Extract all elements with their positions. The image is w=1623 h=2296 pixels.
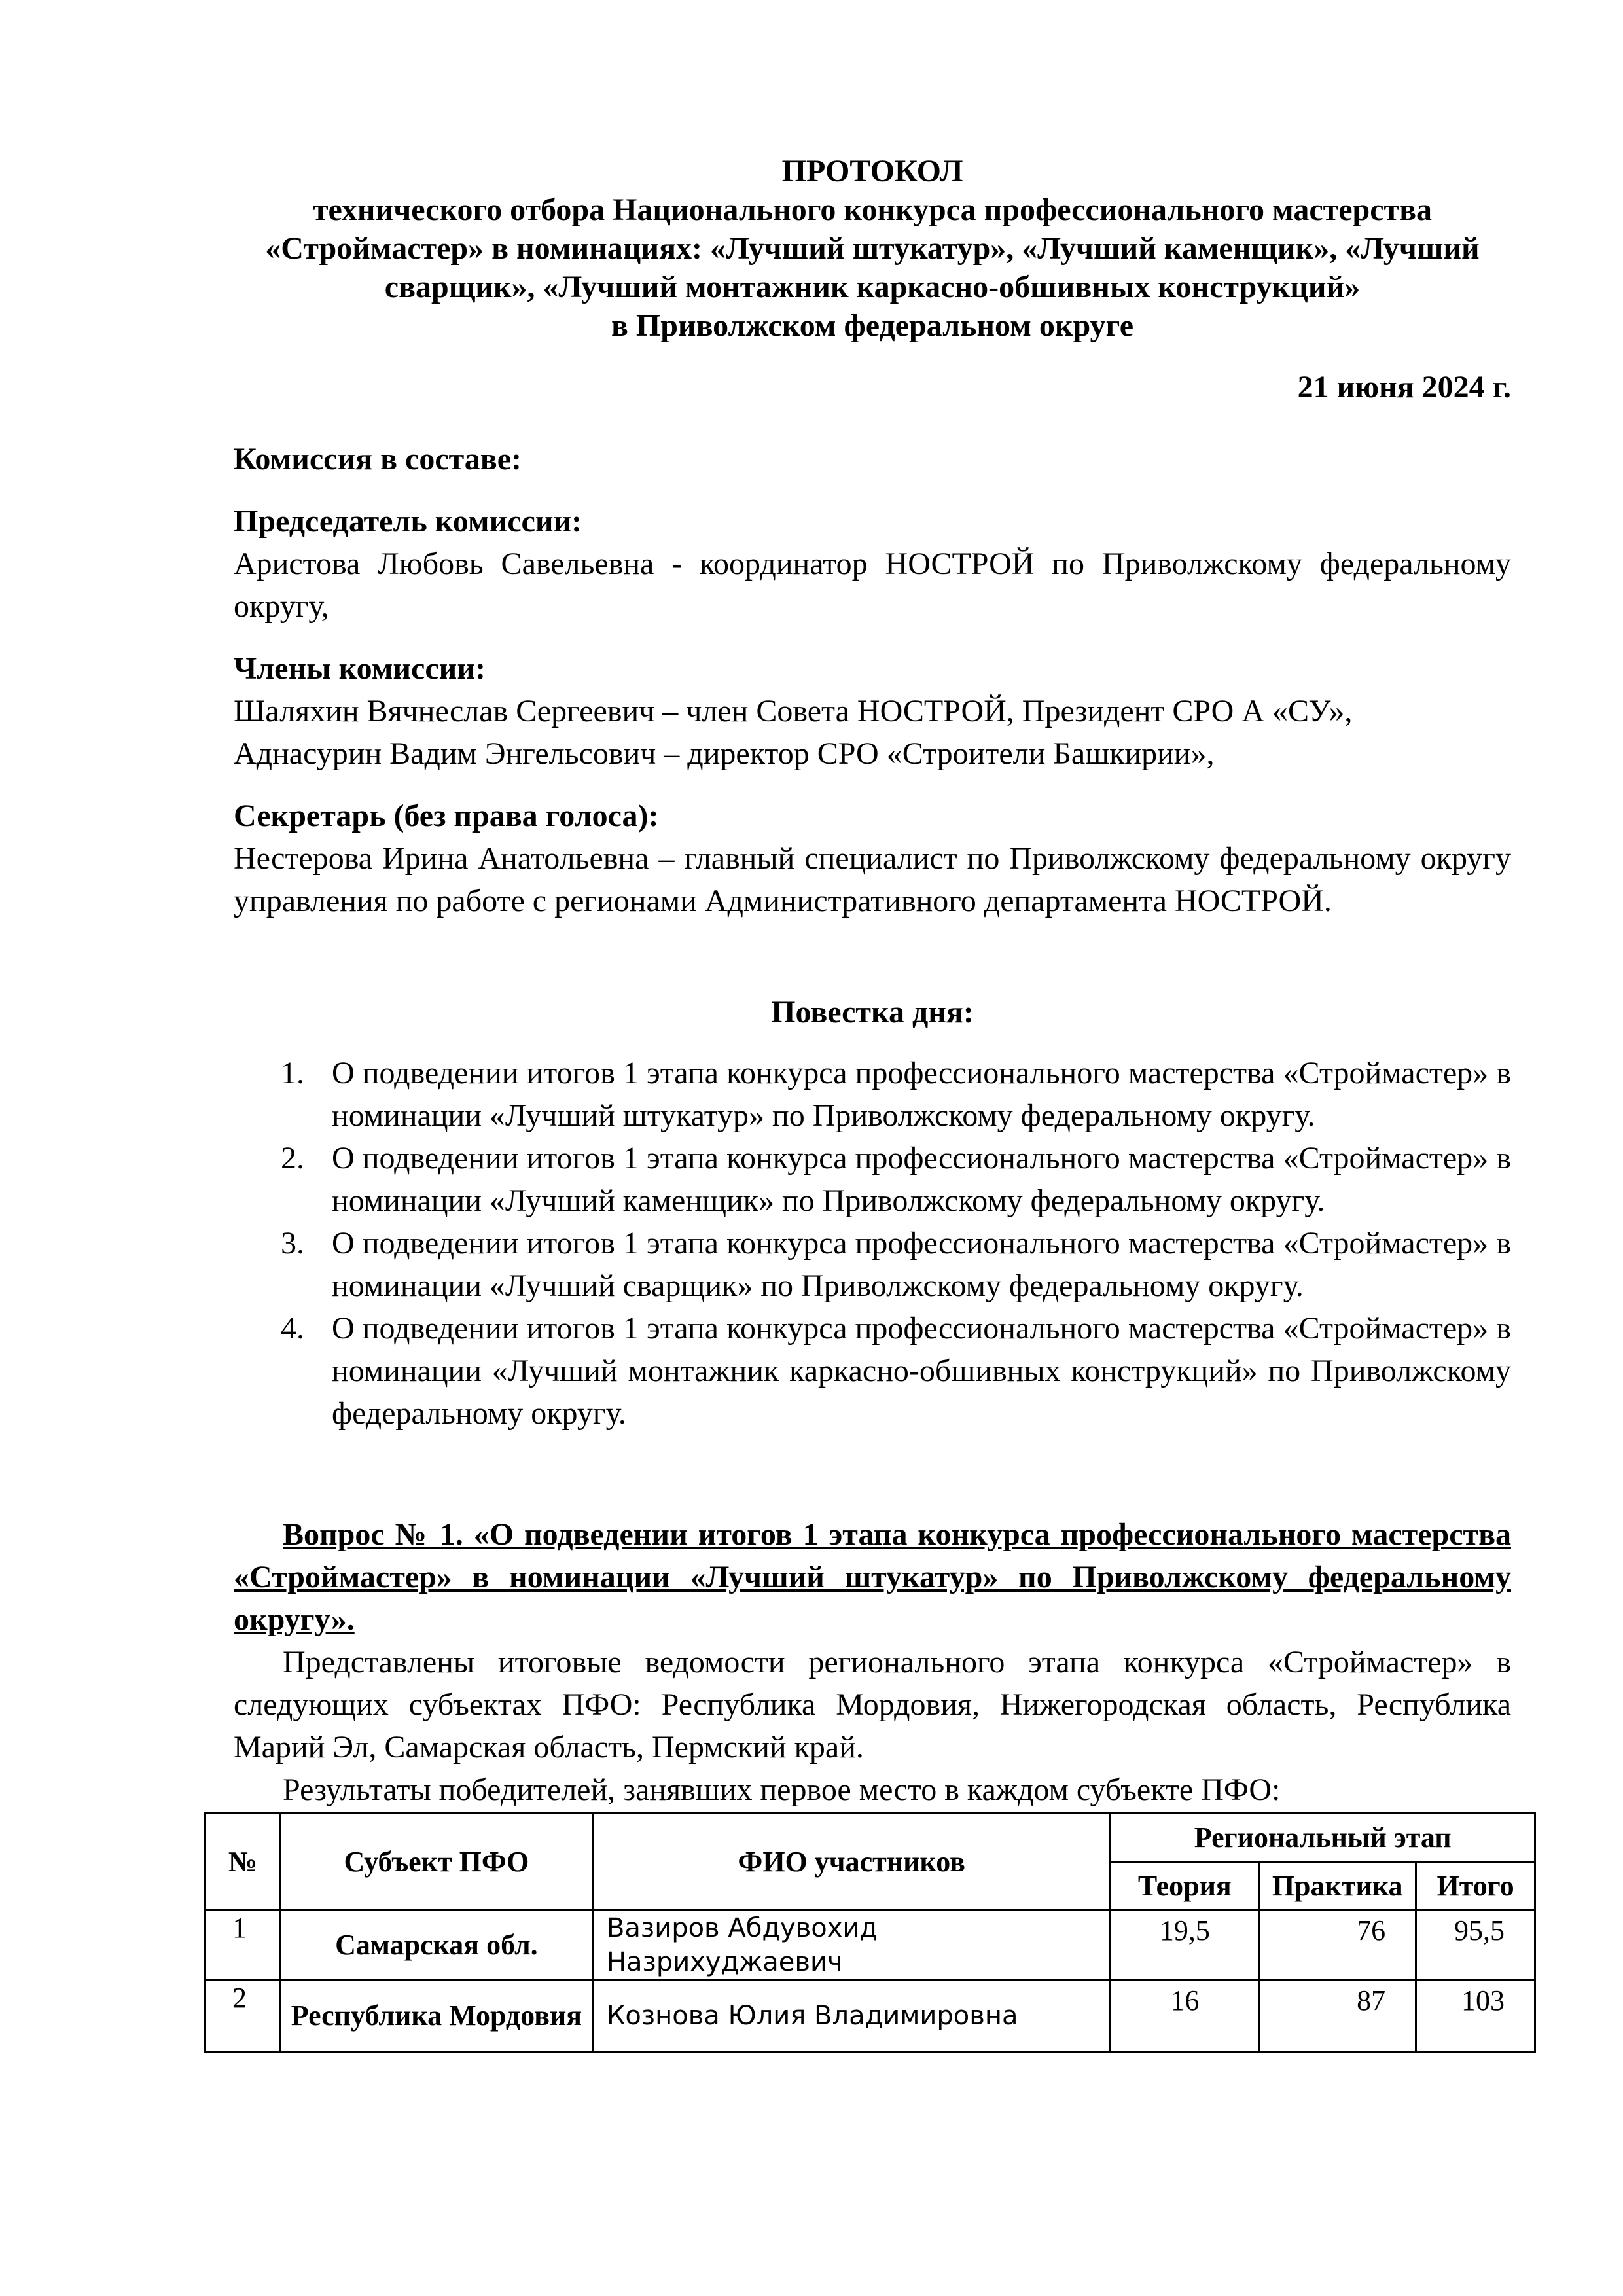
cell-subject: Самарская обл. <box>280 1910 592 1981</box>
cell-num: 1 <box>205 1910 281 1981</box>
agenda-item-text: О подведении итогов 1 этапа конкурса профессионального мастерства «Строймастер» в номинации «Лучший сварщик» по Приволжскому федеральному округу. <box>332 1226 1511 1303</box>
protocol-title <box>234 152 1511 345</box>
agenda-item-text: О подведении итогов 1 этапа конкурса профессионального мастерства «Строймастер» в номинации «Лучший каменщик» по Приволжскому федеральному округу. <box>332 1141 1511 1218</box>
header-total: Итого <box>1416 1862 1535 1910</box>
chair-text: Аристова Любовь Савельевна - координатор НОСТРОЙ по Приволжскому федеральному округу, <box>234 547 1511 624</box>
agenda-item <box>234 1052 1511 1137</box>
question-1-paragraph-1: Представлены итоговые ведомости регионального этапа конкурса «Строймастер» в следующих субъектах ПФО: Республика Мордовия, Нижегородская область, Республика Марий Эл, Самарская область, Пермский край. <box>234 1645 1511 1765</box>
agenda-item-number: 4. <box>281 1311 304 1346</box>
header-practice: Практика <box>1259 1862 1416 1910</box>
cell-num: 2 <box>205 1981 281 2052</box>
commission-heading: Комиссия в составе: <box>234 442 522 476</box>
question-1-paragraph-2: Результаты победителей, занявших первое место в каждом субъекте ПФО: <box>283 1772 1281 1807</box>
agenda-heading: Повестка дня: <box>771 995 974 1030</box>
header-theory: Теория <box>1111 1862 1259 1910</box>
header-subject: Субъект ПФО <box>280 1814 592 1910</box>
secretary-text: Нестерова Ирина Анатольевна – главный специалист по Приволжскому федеральному округу управления по работе с регионами Административного департамента НОСТРОЙ. <box>234 841 1511 918</box>
member-1: Шаляхин Вячнеслав Сергеевич – член Совета НОСТРОЙ, Президент СРО А «СУ», <box>234 694 1353 728</box>
cell-practice: 87 <box>1259 1981 1416 2052</box>
cell-subject: Республика Мордовия <box>280 1981 592 2052</box>
cell-fio: Кознова Юлия Владимировна <box>592 1981 1110 2052</box>
agenda-item <box>234 1137 1511 1222</box>
protocol-date: 21 июня 2024 г. <box>1297 370 1511 404</box>
agenda-list <box>234 1052 1511 1435</box>
table-header-row <box>205 1814 1535 1862</box>
cell-total: 95,5 <box>1416 1910 1535 1981</box>
chair-block <box>234 500 1511 628</box>
header-regional-stage: Региональный этап <box>1111 1814 1535 1862</box>
title-line-2: технического отбора Национального конкурса профессионального мастерства <box>312 192 1433 227</box>
cell-theory: 19,5 <box>1111 1910 1259 1981</box>
agenda-item-number: 1. <box>281 1056 304 1090</box>
agenda-item-text: О подведении итогов 1 этапа конкурса профессионального мастерства «Строймастер» в номинации «Лучший штукатур» по Приволжскому федеральному округу. <box>332 1056 1511 1133</box>
cell-total: 103 <box>1416 1981 1535 2052</box>
title-line-1: ПРОТОКОЛ <box>781 154 963 188</box>
title-line-4: сварщик», «Лучший монтажник каркасно-обшивных конструкций» <box>384 270 1361 304</box>
secretary-heading: Секретарь (без права голоса): <box>234 798 659 833</box>
member-2: Аднасурин Вадим Энгельсович – директор СРО «Строители Башкирии», <box>234 736 1215 771</box>
secretary-block <box>234 795 1511 922</box>
header-num: № <box>205 1814 281 1910</box>
results-table <box>204 1812 1536 2053</box>
agenda-item <box>234 1307 1511 1435</box>
header-fio: ФИО участников <box>592 1814 1110 1910</box>
table-row <box>205 1981 1535 2052</box>
cell-theory: 16 <box>1111 1981 1259 2052</box>
members-block <box>234 647 1511 775</box>
agenda-item <box>234 1222 1511 1307</box>
table-row <box>205 1910 1535 1981</box>
agenda-item-number: 2. <box>281 1141 304 1175</box>
members-heading: Члены комиссии: <box>234 651 486 686</box>
agenda-item-text: О подведении итогов 1 этапа конкурса профессионального мастерства «Строймастер» в номинации «Лучший монтажник каркасно-обшивных конструкций» по Приволжскому федеральному округу. <box>332 1311 1511 1431</box>
document-content <box>228 152 1514 2053</box>
agenda-item-number: 3. <box>281 1226 304 1261</box>
cell-fio: Вазиров Абдувохид Назрихуджаевич <box>592 1910 1110 1981</box>
chair-heading: Председатель комиссии: <box>234 504 582 539</box>
cell-practice: 76 <box>1259 1910 1416 1981</box>
title-line-5: в Приволжском федеральном округе <box>611 308 1134 343</box>
question-1-title: Вопрос № 1. «О подведении итогов 1 этапа конкурса профессионального мастерства «Строймастер» в номинации «Лучший штукатур» по Приволжскому федеральному округу». <box>234 1517 1511 1637</box>
title-line-3: «Строймастер» в номинациях: «Лучший штукатур», «Лучший каменщик», «Лучший <box>265 231 1480 266</box>
